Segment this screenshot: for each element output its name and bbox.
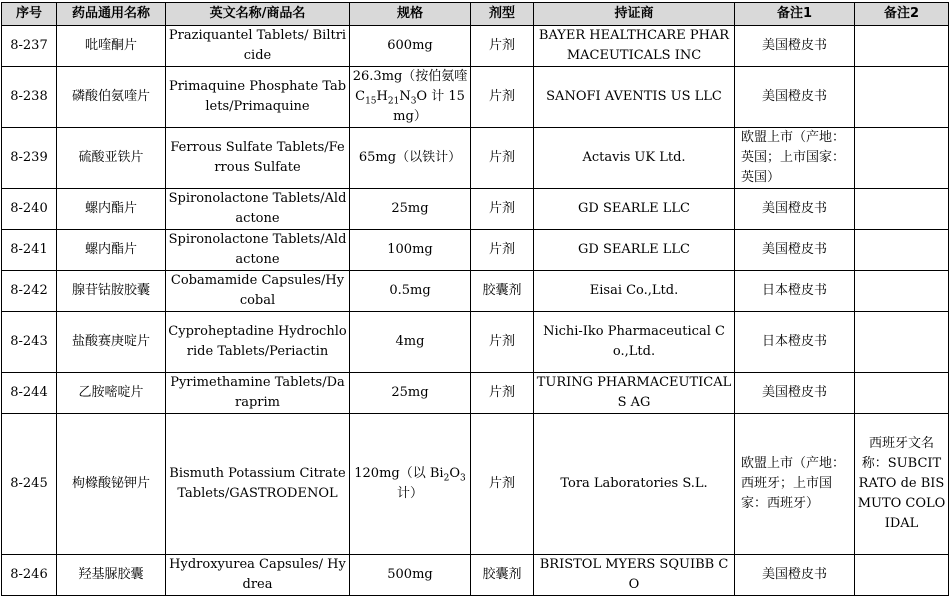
header-name: 药品通用名称 xyxy=(57,3,166,26)
row-note2 xyxy=(855,67,949,128)
spec-subscript: 3 xyxy=(459,473,466,484)
row-english: Pyrimethamine Tablets/Daraprim xyxy=(166,373,350,414)
row-name: 螺内酯片 xyxy=(57,230,166,271)
table-row xyxy=(2,373,949,414)
header-spec: 规格 xyxy=(350,3,471,26)
table-row xyxy=(2,414,949,555)
row-spec: 100mg xyxy=(350,230,471,271)
row-holder: BRISTOL MYERS SQUIBB CO xyxy=(534,555,735,596)
row-holder: BAYER HEALTHCARE PHARMACEUTICALS INC xyxy=(534,26,735,67)
row-note2 xyxy=(855,189,949,230)
row-spec xyxy=(350,67,471,128)
row-note1: 美国橙皮书 xyxy=(735,67,855,128)
row-spec: 65mg（以铁计） xyxy=(350,128,471,189)
row-spec: 600mg xyxy=(350,26,471,67)
spec-text: H xyxy=(376,89,388,104)
row-holder: Tora Laboratories S.L. xyxy=(534,414,735,555)
row-spec: 500mg xyxy=(350,555,471,596)
row-holder: Eisai Co.,Ltd. xyxy=(534,271,735,312)
row-id: 8-240 xyxy=(2,189,57,230)
row-id: 8-242 xyxy=(2,271,57,312)
row-note2 xyxy=(855,230,949,271)
row-english: Cyproheptadine Hydrochloride Tablets/Periactin xyxy=(166,312,350,373)
row-id: 8-244 xyxy=(2,373,57,414)
row-name: 螺内酯片 xyxy=(57,189,166,230)
row-holder: TURING PHARMACEUTICALS AG xyxy=(534,373,735,414)
spec-text: N xyxy=(399,89,411,104)
header-id: 序号 xyxy=(2,3,57,26)
row-note1: 美国橙皮书 xyxy=(735,230,855,271)
row-form: 片剂 xyxy=(471,189,534,230)
row-english: Ferrous Sulfate Tablets/Ferrous Sulfate xyxy=(166,128,350,189)
row-form: 片剂 xyxy=(471,128,534,189)
row-spec: 4mg xyxy=(350,312,471,373)
row-spec: 25mg xyxy=(350,189,471,230)
row-id: 8-245 xyxy=(2,414,57,555)
row-form: 片剂 xyxy=(471,67,534,128)
row-note2 xyxy=(855,271,949,312)
row-english: Bismuth Potassium Citrate Tablets/GASTRODENOL xyxy=(166,414,350,555)
row-note1: 日本橙皮书 xyxy=(735,271,855,312)
table-row xyxy=(2,555,949,596)
spec-subscript: 3 xyxy=(410,96,417,107)
header-holder: 持证商 xyxy=(534,3,735,26)
row-form: 片剂 xyxy=(471,373,534,414)
row-note2 xyxy=(855,26,949,67)
row-spec: 25mg xyxy=(350,373,471,414)
table-row xyxy=(2,312,949,373)
spec-subscript: 2 xyxy=(443,473,450,484)
row-note1: 美国橙皮书 xyxy=(735,373,855,414)
row-note2 xyxy=(855,373,949,414)
header-note1: 备注1 xyxy=(735,3,855,26)
table-row xyxy=(2,128,949,189)
row-id: 8-237 xyxy=(2,26,57,67)
row-form: 胶囊剂 xyxy=(471,555,534,596)
row-form: 片剂 xyxy=(471,312,534,373)
row-note1: 日本橙皮书 xyxy=(735,312,855,373)
row-id: 8-243 xyxy=(2,312,57,373)
row-spec: 0.5mg xyxy=(350,271,471,312)
row-form: 片剂 xyxy=(471,26,534,67)
row-english: Hydroxyurea Capsules/ Hydrea xyxy=(166,555,350,596)
header-form: 剂型 xyxy=(471,3,534,26)
row-note2 xyxy=(855,555,949,596)
row-holder: GD SEARLE LLC xyxy=(534,230,735,271)
table-row xyxy=(2,189,949,230)
spec-text: 计） xyxy=(396,486,423,501)
row-name: 吡喹酮片 xyxy=(57,26,166,67)
header-row xyxy=(2,3,949,26)
row-note2: 西班牙文名称：SUBCITRATO de BISMUTO COLOIDAL xyxy=(855,414,949,555)
row-note1: 欧盟上市（产地：英国；上市国家：英国） xyxy=(735,128,855,189)
spec-text: O 计 15mg） xyxy=(393,89,465,124)
spec-text: 26.3mg（按伯氨喹 C xyxy=(352,69,468,104)
row-spec xyxy=(350,414,471,555)
row-english: Praziquantel Tablets/ Biltricide xyxy=(166,26,350,67)
row-english: Cobamamide Capsules/Hycobal xyxy=(166,271,350,312)
row-note1: 美国橙皮书 xyxy=(735,189,855,230)
drug-table xyxy=(1,2,949,596)
row-id: 8-238 xyxy=(2,67,57,128)
row-name: 盐酸赛庚啶片 xyxy=(57,312,166,373)
row-name: 腺苷钴胺胶囊 xyxy=(57,271,166,312)
row-name: 磷酸伯氨喹片 xyxy=(57,67,166,128)
row-note1: 美国橙皮书 xyxy=(735,26,855,67)
header-note2: 备注2 xyxy=(855,3,949,26)
row-note1: 欧盟上市（产地：西班牙；上市国家：西班牙） xyxy=(735,414,855,555)
row-name: 硫酸亚铁片 xyxy=(57,128,166,189)
table-row xyxy=(2,271,949,312)
table-row xyxy=(2,230,949,271)
row-form: 胶囊剂 xyxy=(471,271,534,312)
row-name: 枸橼酸铋钾片 xyxy=(57,414,166,555)
row-id: 8-241 xyxy=(2,230,57,271)
table-row xyxy=(2,26,949,67)
row-holder: GD SEARLE LLC xyxy=(534,189,735,230)
row-holder: Actavis UK Ltd. xyxy=(534,128,735,189)
spec-text: 120mg（以 Bi xyxy=(354,466,444,481)
spec-subscript: 21 xyxy=(387,96,400,107)
spec-text: O xyxy=(449,466,460,481)
row-note1: 美国橙皮书 xyxy=(735,555,855,596)
row-name: 乙胺嘧啶片 xyxy=(57,373,166,414)
row-id: 8-239 xyxy=(2,128,57,189)
row-name: 羟基脲胶囊 xyxy=(57,555,166,596)
table-row xyxy=(2,67,949,128)
row-form: 片剂 xyxy=(471,230,534,271)
row-english: Primaquine Phosphate Tablets/Primaquine xyxy=(166,67,350,128)
row-english: Spironolactone Tablets/Aldactone xyxy=(166,189,350,230)
row-form: 片剂 xyxy=(471,414,534,555)
header-english: 英文名称/商品名 xyxy=(166,3,350,26)
spec-subscript: 15 xyxy=(365,96,377,107)
row-note2 xyxy=(855,312,949,373)
row-id: 8-246 xyxy=(2,555,57,596)
row-holder: SANOFI AVENTIS US LLC xyxy=(534,67,735,128)
row-note2 xyxy=(855,128,949,189)
row-holder: Nichi-Iko Pharmaceutical Co.,Ltd. xyxy=(534,312,735,373)
row-english: Spironolactone Tablets/Aldactone xyxy=(166,230,350,271)
